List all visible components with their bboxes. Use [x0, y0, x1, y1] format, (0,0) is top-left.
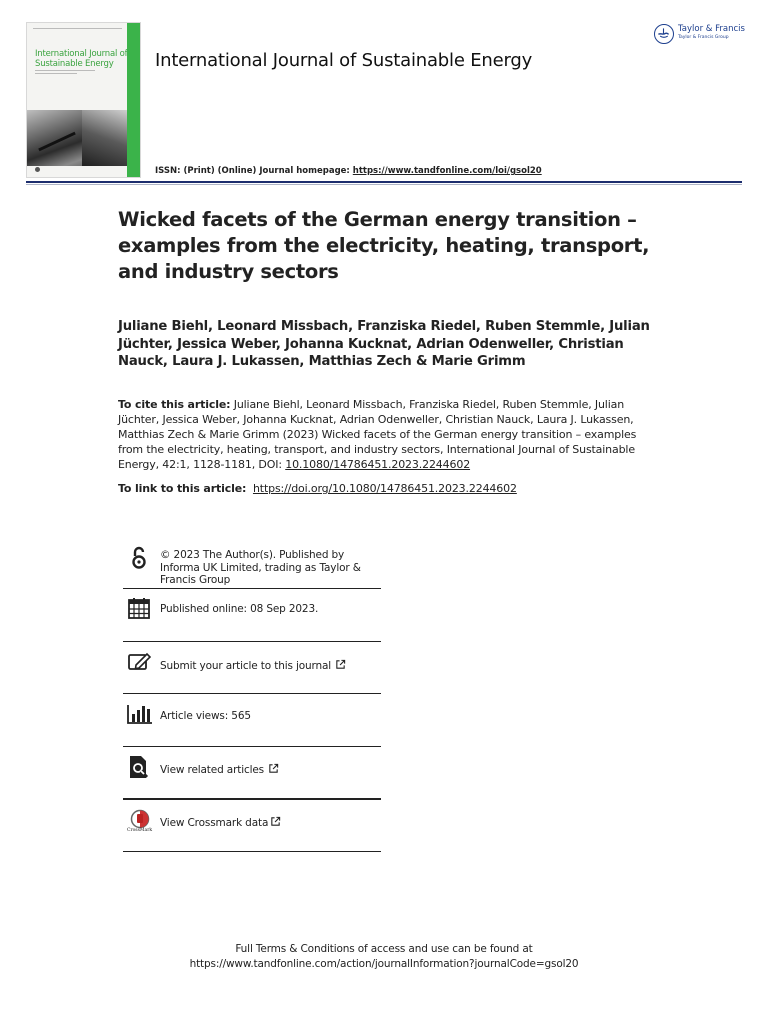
external-link-icon — [268, 763, 279, 778]
cover-photo — [27, 110, 127, 166]
terms-text: Full Terms & Conditions of access and use can be found at — [235, 943, 533, 955]
cover-green-strip — [127, 23, 140, 177]
published-row — [123, 589, 381, 642]
bar-chart-icon — [127, 703, 151, 727]
related-label: View related articles — [160, 764, 264, 776]
publisher-logo — [654, 22, 749, 46]
cover-top-rule — [33, 28, 122, 32]
citation-block — [118, 397, 658, 472]
submit-article-link[interactable] — [160, 659, 346, 674]
views-row — [123, 694, 381, 747]
terms-footer — [0, 942, 768, 972]
submit-label: Submit your article to this journal — [160, 660, 332, 672]
link-label: To link to this article: — [118, 482, 247, 495]
taylor-francis-logo-icon — [654, 24, 674, 44]
publisher-group: Taylor & Francis Group — [678, 35, 729, 40]
submit-row[interactable] — [123, 642, 381, 694]
crossmark-label: View Crossmark data — [160, 817, 269, 829]
cover-publisher-logo — [35, 166, 63, 172]
article-views: Article views: 565 — [160, 710, 251, 722]
cite-label: To cite this article: — [118, 398, 231, 411]
related-row[interactable] — [123, 747, 381, 800]
article-info-list — [123, 540, 381, 852]
doi-link[interactable]: 10.1080/14786451.2023.2244602 — [285, 458, 471, 471]
copyright-row — [123, 540, 381, 589]
published-date: Published online: 08 Sep 2023. — [160, 603, 319, 615]
open-access-icon — [127, 546, 151, 570]
article-link-line — [118, 482, 517, 495]
edit-icon — [127, 650, 151, 674]
article-authors: Juliane Biehl, Leonard Missbach, Franziska Riedel, Ruben Stemmle, Julian Jüchter, Jessica Weber, Johanna Kucknat, Adrian Odenweller, Christian Nauck, Laura J. Lukassen, Matthias Zech & Marie Grimm — [118, 319, 650, 369]
header-divider-thin — [26, 184, 742, 185]
journal-cover-image — [26, 22, 141, 178]
external-link-icon — [270, 816, 281, 831]
issn-text: ISSN: (Print) (Online) Journal homepage: — [155, 166, 353, 176]
view-related-articles-link[interactable] — [160, 763, 279, 778]
article-doi-url[interactable]: https://doi.org/10.1080/14786451.2023.2244602 — [252, 482, 517, 495]
crossmark-row[interactable] — [123, 800, 381, 852]
cover-title: International Journal of Sustainable Energy — [35, 49, 128, 69]
cover-subtitle-lines — [35, 70, 95, 74]
calendar-icon — [127, 596, 151, 620]
issn-homepage-line — [155, 166, 542, 176]
article-title: Wicked facets of the German energy transition – examples from the electricity, heating, transport, and industry sectors — [118, 208, 650, 283]
crossmark-icon-label: CrossMark — [127, 828, 153, 833]
crossmark-icon — [127, 809, 151, 833]
header-divider — [26, 181, 742, 183]
related-articles-icon — [127, 755, 151, 779]
view-crossmark-link[interactable] — [160, 816, 281, 831]
journal-homepage-link[interactable]: https://www.tandfonline.com/loi/gsol20 — [352, 166, 542, 176]
publisher-name: Taylor & Francis — [678, 24, 745, 34]
external-link-icon — [335, 659, 346, 674]
cite-text: Juliane Biehl, Leonard Missbach, Franziska Riedel, Ruben Stemmle, Julian Jüchter, Jessica Weber, Johanna Kucknat, Adrian Odenweller, Christian Nauck, Laura J. Lukassen, Matthias Zech & Marie Grimm (2023) Wicked facets of the German energy transition – examples from the electricity, heating, transport, and industry sectors, International Journal of Sustainable Energy, 42:1, 1128-1181, DOI: — [118, 398, 637, 471]
journal-title: International Journal of Sustainable Energy — [155, 50, 533, 71]
copyright-text: © 2023 The Author(s). Published by Informa UK Limited, trading as Taylor & Francis Group — [160, 549, 361, 586]
terms-link[interactable]: https://www.tandfonline.com/action/journalInformation?journalCode=gsol20 — [189, 958, 579, 970]
